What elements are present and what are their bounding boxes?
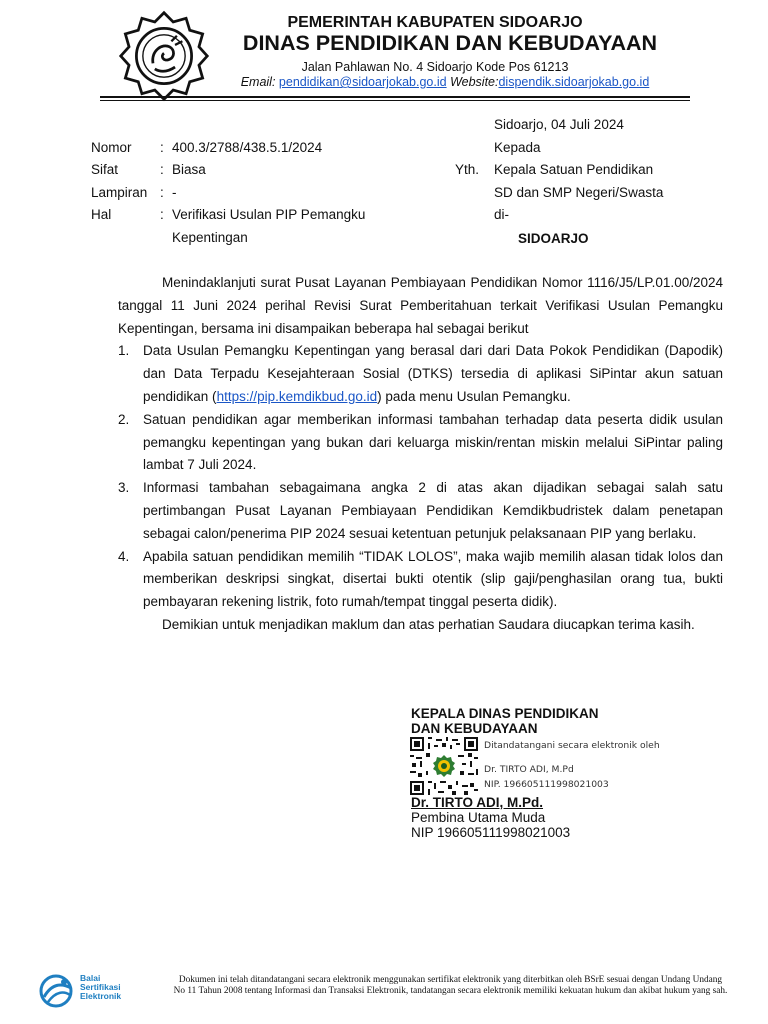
signatory-title	[411, 706, 599, 736]
nomor-value: 400.3/2788/438.5.1/2024	[172, 140, 323, 155]
government-name: PEMERINTAH KABUPATEN SIDOARJO	[287, 14, 583, 31]
bsre-label-line1: Balai	[80, 973, 101, 983]
signatory-title-line1: KEPALA DINAS PENDIDIKAN	[411, 706, 599, 721]
esign-disclaimer	[148, 975, 753, 997]
item-number: 2.	[118, 411, 130, 427]
nomor-label: Nomor	[91, 140, 132, 155]
esign-nip: NIP. 196605111998021003	[484, 779, 609, 790]
signatory-name: Dr. TIRTO ADI, M.Pd.	[411, 795, 544, 810]
item-number: 3.	[118, 480, 130, 496]
esign-name: Dr. TIRTO ADI, M.Pd	[484, 764, 574, 775]
letter-body	[118, 272, 723, 637]
colon: :	[160, 185, 164, 200]
intro-paragraph: Menindaklanjuti surat Pusat Layanan Pembiayaan Pendidikan Nomor 1116/J5/LP.01.00/2024 tanggal 11 Juni 2024 perihal Revisi Surat Pemberitahuan terkait Verifikasi Usulan Pemangku Kepentingan, bersama ini disampaikan beberapa hal sebagai berikut	[118, 275, 723, 336]
item-text: Apabila satuan pendidikan memilih “TIDAK LOLOS”, maka wajib memilih alasan tidak lolos dan memberikan deskripsi singkat, disertai bukti otentik (slip gaji/penghasilan orang tua, bukti pembayaran rekening listrik, foto rumah/tempat tinggal peserta didik).	[143, 548, 723, 610]
recipient-line1: Kepala Satuan Pendidikan	[494, 162, 654, 177]
recipient-di: di-	[494, 207, 510, 222]
email-label: Email:	[240, 75, 276, 89]
bsre-label-line3: Elektronik	[80, 991, 122, 1001]
sifat-value: Biasa	[172, 162, 206, 177]
points-list	[118, 340, 723, 614]
hal-value-line1: Verifikasi Usulan PIP Pemangku	[172, 207, 366, 222]
recipient-city: SIDOARJO	[518, 231, 589, 246]
letterhead-divider-thin	[100, 100, 690, 101]
kepada-label: Kepada	[494, 140, 541, 155]
closing-paragraph: Demikian untuk menjadikan maklum dan atas perhatian Saudara diucapkan terima kasih.	[162, 616, 695, 632]
item-text: Informasi tambahan sebagaimana angka 2 di atas akan dijadikan sebagai salah satu pertimbangan Pusat Layanan Pembiayaan Pendidikan Kemdikbudristek dalam penetapan sebagai calon/penerima PIP 2024 sesuai ketentuan petunjuk pelaksanaan PIP yang berlaku.	[143, 480, 723, 541]
colon: :	[160, 207, 164, 222]
sifat-label: Sifat	[91, 162, 119, 177]
lampiran-label: Lampiran	[91, 185, 148, 200]
colon: :	[160, 162, 164, 177]
list-item	[118, 340, 723, 408]
office-address: Jalan Pahlawan No. 4 Sidoarjo Kode Pos 61213	[301, 60, 569, 74]
lampiran-value: -	[172, 185, 177, 200]
letter-date: Sidoarjo, 04 Juli 2024	[494, 117, 624, 132]
hal-value-line2: Kepentingan	[172, 230, 248, 245]
bsre-label-line2: Sertifikasi	[80, 982, 121, 992]
disclaimer-line2: No 11 Tahun 2008 tentang Informasi dan Transaksi Elektronik, tandatangan secara elektronik memiliki kekuatan hukum dan akibat hukum yang sah.	[173, 986, 728, 996]
item-number: 1.	[118, 343, 130, 359]
letterhead-divider	[100, 96, 690, 98]
item-text: Data Usulan Pemangku Kepentingan yang berasal dari dari Data Pokok Pendidikan (Dapodik) dan Data Terpadu Kesejahteraan Sosial (DTKS) tersedia di aplikasi SiPintar akun satuan pendidikan (	[143, 343, 723, 404]
item-text: Satuan pendidikan agar memberikan informasi tambahan terhadap data peserta didik usulan pemangku kepentingan yang bukan dari keluarga miskin/rentan miskin melalui SiPintar paling lambat 7 Juli 2024.	[143, 411, 723, 473]
list-item	[118, 477, 723, 545]
contact-line	[160, 75, 730, 89]
yth-label: Yth.	[455, 162, 480, 177]
recipient-line2: SD dan SMP Negeri/Swasta	[494, 185, 664, 200]
item-number: 4.	[118, 548, 130, 564]
esign-note: Ditandatangani secara elektronik oleh	[484, 740, 660, 751]
email-link[interactable]: pendidikan@sidoarjokab.go.id	[278, 75, 447, 89]
colon: :	[160, 140, 164, 155]
list-item	[118, 546, 723, 614]
list-item	[118, 409, 723, 477]
signatory-title-line2: DAN KEBUDAYAAN	[411, 721, 538, 736]
signatory-nip: NIP 196605111998021003	[411, 825, 571, 840]
bsre-label	[80, 974, 121, 1001]
sipintar-link[interactable]: https://pip.kemdikbud.go.id	[216, 388, 378, 404]
item-text: ) pada menu Usulan Pemangku.	[377, 388, 571, 404]
regency-seal-icon	[432, 754, 456, 778]
website-label: Website:	[450, 75, 499, 89]
signatory-rank: Pembina Utama Muda	[411, 810, 546, 825]
disclaimer-line1: Dokumen ini telah ditandatangani secara elektronik menggunakan sertifikat elektronik yang diterbitkan oleh BSrE sesuai dengan Undang Undang	[178, 975, 723, 985]
hal-label: Hal	[91, 207, 112, 222]
department-name: DINAS PENDIDIKAN DAN KEBUDAYAAN	[242, 31, 658, 55]
website-link[interactable]: dispendik.sidoarjokab.go.id	[498, 75, 650, 89]
bsre-logo-icon	[38, 973, 78, 1009]
